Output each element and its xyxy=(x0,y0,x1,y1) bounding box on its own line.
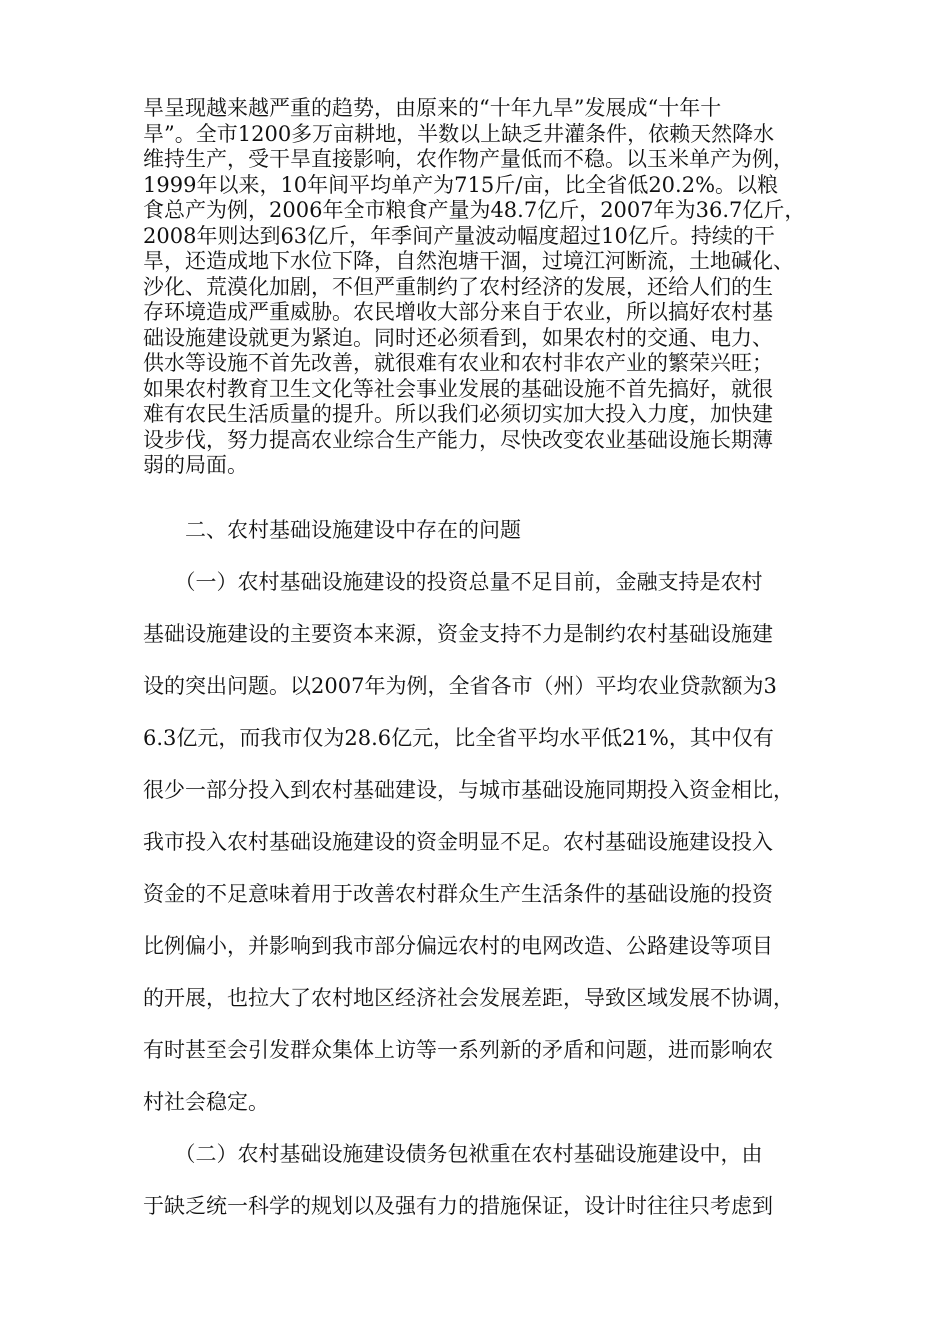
text-line: 于缺乏统一科学的规划以及强有力的措施保证，设计时往往只考虑到 xyxy=(143,1194,773,1218)
text-line: 很少一部分投入到农村基础建设，与城市基础设施同期投入资金相比， xyxy=(143,778,794,802)
text-line: （二）农村基础设施建设债务包袱重在农村基础设施建设中，由 xyxy=(143,1142,763,1166)
text-line: 旱”。全市1200多万亩耕地，半数以上缺乏井灌条件，依赖天然降水 xyxy=(143,121,775,146)
text-line: 难有农民生活质量的提升。所以我们必须切实加大投入力度，加快建 xyxy=(143,402,773,426)
text-line: 弱的局面。 xyxy=(143,453,248,477)
paragraph-investment-shortfall xyxy=(143,556,823,1128)
text-line: 资金的不足意味着用于改善农村群众生产生活条件的基础设施的投资 xyxy=(143,882,773,906)
text-line: 比例偏小，并影响到我市部分偏远农村的电网改造、公路建设等项目 xyxy=(143,934,773,958)
text-line: 旱，还造成地下水位下降，自然泡塘干涸，过境江河断流，土地碱化、 xyxy=(143,249,794,273)
text-line: 村社会稳定。 xyxy=(143,1090,269,1114)
text-line: 的开展，也拉大了农村地区经济社会发展差距，导致区域发展不协调， xyxy=(143,986,794,1010)
text-line: 沙化、荒漠化加剧，不但严重制约了农村经济的发展，还给人们的生 xyxy=(143,274,773,299)
paragraph-drought-impact xyxy=(143,96,823,479)
text-line: 有时甚至会引发群众集体上访等一系列新的矛盾和问题，进而影响农 xyxy=(143,1038,773,1062)
text-line: 维持生产，受干旱直接影响，农作物产量低而不稳。以玉米单产为例， xyxy=(143,147,794,171)
text-line: 食总产为例，2006年全市粮食产量为48.7亿斤，2007年为36.7亿斤， xyxy=(143,198,806,222)
text-line: 我市投入农村基础设施建设的资金明显不足。农村基础设施建设投入 xyxy=(143,830,773,854)
text-line: 存环境造成严重威胁。农民增收大部分来自于农业，所以搞好农村基 xyxy=(143,300,773,324)
text-line: 础设施建设就更为紧迫。同时还必须看到，如果农村的交通、电力、 xyxy=(143,325,773,350)
text-line: 如果农村教育卫生文化等社会事业发展的基础设施不首先搞好，就很 xyxy=(143,376,773,401)
text-line: 基础设施建设的主要资本来源，资金支持不力是制约农村基础设施建 xyxy=(143,622,773,646)
text-line: 6.3亿元，而我市仅为28.6亿元，比全省平均水平低21%，其中仅有 xyxy=(143,726,774,750)
text-line: 2008年则达到63亿斤，年季间产量波动幅度超过10亿斤。持续的干 xyxy=(143,223,775,248)
text-line: 设的突出问题。以2007年为例，全省各市（州）平均农业贷款额为3 xyxy=(143,674,777,698)
text-line: （一）农村基础设施建设的投资总量不足目前，金融支持是农村 xyxy=(143,570,763,594)
text-line: 1999年以来，10年间平均单产为715斤/亩，比全省低20.2%。以粮 xyxy=(143,172,779,197)
paragraph-debt-burden xyxy=(143,1128,823,1232)
section-heading: 二、农村基础设施建设中存在的问题 xyxy=(143,518,521,542)
spaced-body xyxy=(143,504,823,1232)
text-line: 旱呈现越来越严重的趋势，由原来的“十年九旱”发展成“十年十 xyxy=(143,96,722,120)
text-line: 设步伐，努力提高农业综合生产能力，尽快改变农业基础设施长期薄 xyxy=(143,427,773,452)
text-line: 供水等设施不首先改善，就很难有农业和农村非农产业的繁荣兴旺； xyxy=(143,351,773,375)
